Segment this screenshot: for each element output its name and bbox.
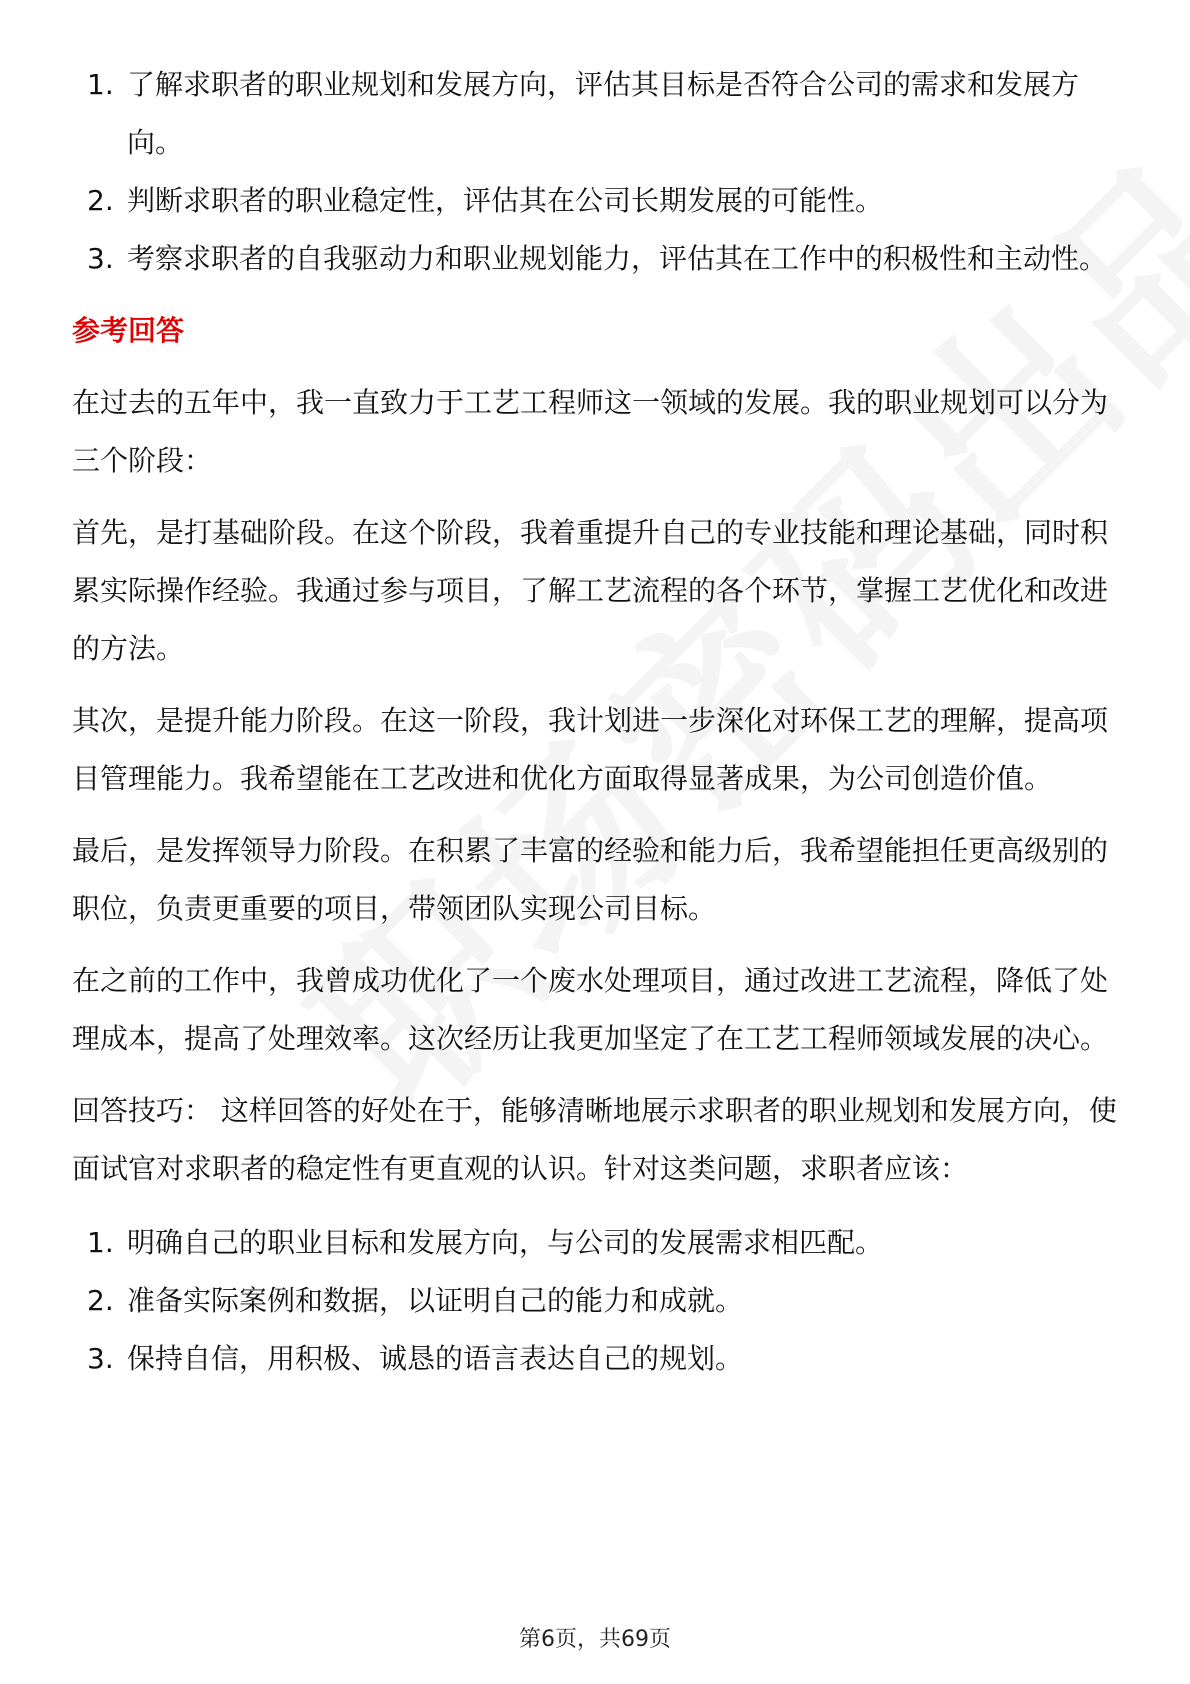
- list-text: 了解求职者的职业规划和发展方向，评估其目标是否符合公司的需求和发展方向。: [127, 68, 1080, 159]
- list-number: 2.: [87, 1284, 114, 1317]
- list-number: 3.: [87, 242, 114, 275]
- list-text: 准备实际案例和数据，以证明自己的能力和成就。: [127, 1284, 744, 1317]
- paragraph: 在过去的五年中，我一直致力于工艺工程师这一领域的发展。我的职业规划可以分为三个阶段：: [72, 386, 1109, 477]
- list-item: [72, 1214, 1122, 1272]
- section-heading: 参考回答: [72, 314, 185, 347]
- list-item: [72, 230, 1122, 288]
- list-text: 明确自己的职业目标和发展方向，与公司的发展需求相匹配。: [127, 1226, 884, 1259]
- paragraph: 回答技巧： 这样回答的好处在于，能够清晰地展示求职者的职业规划和发展方向，使面试官对求职者的稳定性有更直观的认识。针对这类问题，求职者应该：: [72, 1094, 1117, 1185]
- paragraph: 在之前的工作中，我曾成功优化了一个废水处理项目，通过改进工艺流程，降低了处理成本，提高了处理效率。这次经历让我更加坚定了在工艺工程师领域发展的决心。: [72, 964, 1109, 1055]
- list-text: 考察求职者的自我驱动力和职业规划能力，评估其在工作中的积极性和主动性。: [127, 242, 1108, 275]
- list-number: 1.: [87, 68, 114, 101]
- paragraph: 最后，是发挥领导力阶段。在积累了丰富的经验和能力后，我希望能担任更高级别的职位，负责更重要的项目，带领团队实现公司目标。: [72, 834, 1109, 925]
- page-content: [72, 56, 1122, 1388]
- list-item: [72, 1330, 1122, 1388]
- list-number: 2.: [87, 184, 114, 217]
- criteria-list: [72, 56, 1122, 288]
- list-number: 3.: [87, 1342, 114, 1375]
- tips-list: [72, 1214, 1122, 1388]
- page-number-footer: 第6页，共69页: [519, 1627, 671, 1652]
- list-text: 保持自信，用积极、诚恳的语言表达自己的规划。: [127, 1342, 744, 1375]
- list-text: 判断求职者的职业稳定性，评估其在公司长期发展的可能性。: [127, 184, 884, 217]
- paragraph: 首先，是打基础阶段。在这个阶段，我着重提升自己的专业技能和理论基础，同时积累实际操作经验。我通过参与项目，了解工艺流程的各个环节，掌握工艺优化和改进的方法。: [72, 516, 1109, 665]
- list-number: 1.: [87, 1226, 114, 1259]
- paragraph: 其次，是提升能力阶段。在这一阶段，我计划进一步深化对环保工艺的理解，提高项目管理能力。我希望能在工艺改进和优化方面取得显著成果，为公司创造价值。: [72, 704, 1109, 795]
- list-item: [72, 172, 1122, 230]
- list-item: [72, 56, 1122, 172]
- list-item: [72, 1272, 1122, 1330]
